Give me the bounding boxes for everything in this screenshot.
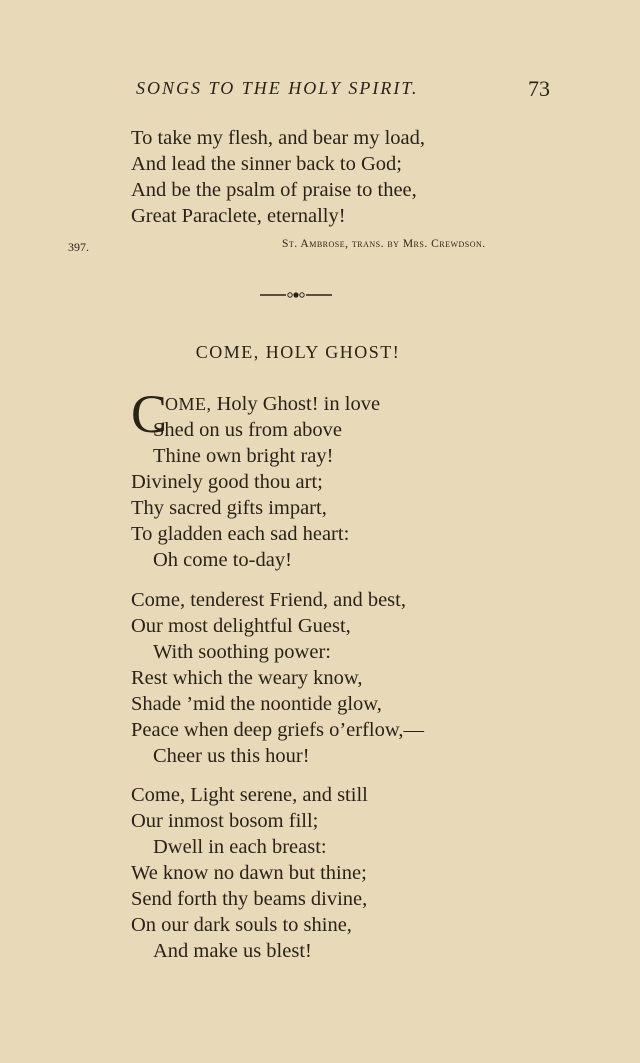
verse-line: With soothing power: <box>153 641 331 663</box>
previous-hymn-stanza <box>131 125 425 229</box>
verse-line: Our inmost bosom fill; <box>131 810 319 832</box>
verse-line: Rest which the weary know, <box>131 667 363 689</box>
running-title: SONGS TO THE HOLY SPIRIT. <box>136 78 419 98</box>
verse-line: Our most delightful Guest, <box>131 615 351 637</box>
verse-line: We know no dawn but thine; <box>131 862 367 884</box>
first-line-rest: Holy Ghost! in love <box>211 393 381 415</box>
verse-line: And be the psalm of praise to thee, <box>131 179 417 201</box>
stanza-3 <box>131 782 368 964</box>
hymn-number: 397. <box>68 240 89 254</box>
verse-line: Divinely good thou art; <box>131 471 323 493</box>
verse-line: To gladden each sad heart: <box>131 523 350 545</box>
verse-line: Thy sacred gifts impart, <box>131 497 327 519</box>
verse-line: Great Paraclete, eternally! <box>131 205 346 227</box>
verse-line: Shade ’mid the noontide glow, <box>131 693 382 715</box>
drop-cap: C <box>131 384 168 444</box>
verse-line: Send forth thy beams divine, <box>131 888 368 910</box>
verse-line: Thine own bright ray! <box>153 445 334 467</box>
page-header <box>0 78 640 108</box>
verse-line: And lead the sinner back to God; <box>131 153 402 175</box>
verse-line: Dwell in each breast: <box>153 836 327 858</box>
stanza-1 <box>131 384 381 573</box>
hymn-title: COME, HOLY GHOST! <box>195 342 401 362</box>
verse-line: Oh come to-day! <box>153 549 292 571</box>
page-number: 73 <box>528 76 550 101</box>
verse-line: Come, tenderest Friend, and best, <box>131 589 406 611</box>
verse-line: And make us blest! <box>153 940 312 962</box>
attribution: St. Ambrose, trans. by Mrs. Crewdson. <box>282 238 486 250</box>
first-word-caps: OME, <box>165 394 212 414</box>
verse-line: Cheer us this hour! <box>153 745 310 767</box>
stanza-2 <box>131 587 424 769</box>
section-divider-ornament <box>260 289 332 301</box>
verse-line: On our dark souls to shine, <box>131 914 352 936</box>
verse-line: Shed on us from above <box>153 419 343 441</box>
verse-line: To take my flesh, and bear my load, <box>131 127 426 149</box>
verse-line: Peace when deep griefs o’erflow,— <box>131 719 424 741</box>
verse-line: Come, Light serene, and still <box>131 784 368 806</box>
